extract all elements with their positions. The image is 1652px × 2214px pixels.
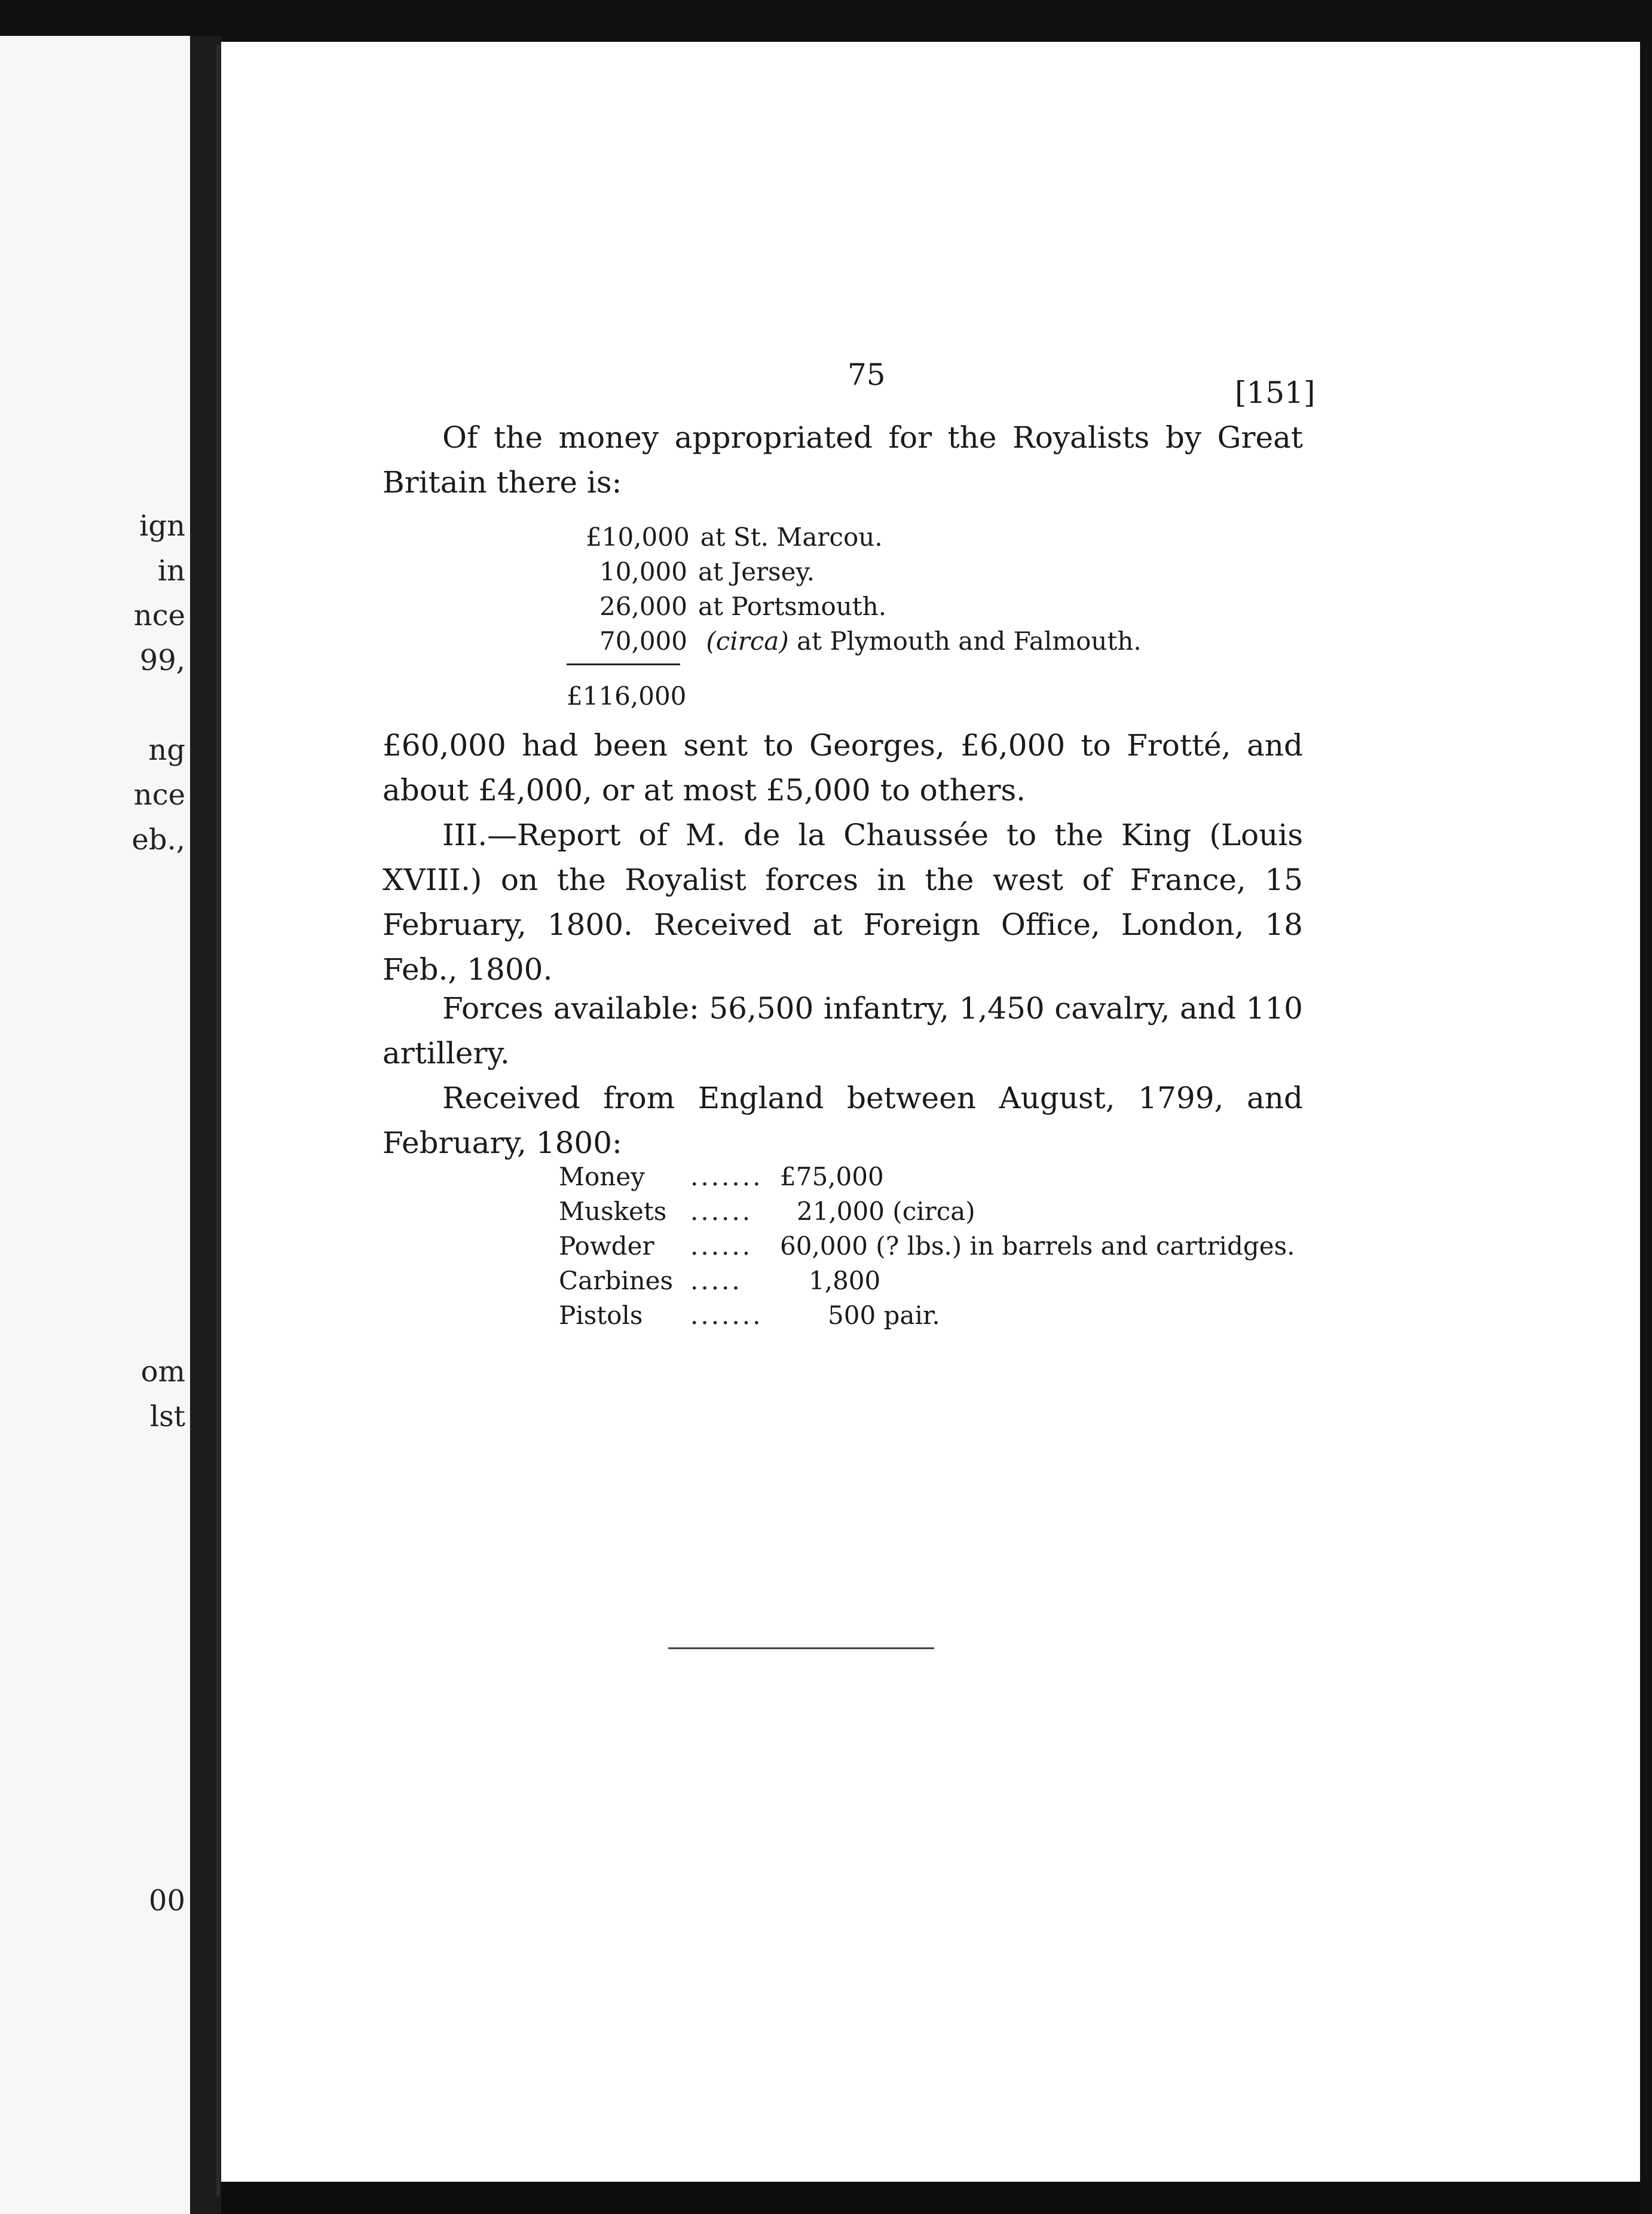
scan-bottom-border xyxy=(221,2182,1652,2214)
appropriations-list xyxy=(586,520,1142,659)
facing-page-fragment: lst xyxy=(149,1400,185,1433)
leader-dots: ....... xyxy=(690,1162,763,1191)
supply-row xyxy=(559,1229,1295,1264)
supply-row xyxy=(559,1264,1295,1298)
appropriation-amount: £10,000 xyxy=(586,522,690,552)
facing-page-fragment: 00 xyxy=(148,1884,185,1918)
supply-quantity: 60,000 (? lbs.) in barrels and cartridges. xyxy=(780,1231,1295,1261)
facing-page-fragment: in xyxy=(157,554,185,588)
appropriation-place: at Portsmouth. xyxy=(698,592,887,621)
appropriations-total: £116,000 xyxy=(567,681,687,711)
section-end-rule xyxy=(668,1647,934,1649)
appropriation-row xyxy=(586,520,1142,555)
supply-item: Muskets xyxy=(559,1197,667,1226)
facing-page-fragment: ign xyxy=(139,509,185,543)
supply-item: Carbines xyxy=(559,1266,674,1295)
appropriation-amount: 26,000 xyxy=(599,592,687,621)
leader-dots: ..... xyxy=(690,1266,742,1295)
report-paragraph: III.—Report of M. de la Chaussée to the King (Louis XVIII.) on the Royalist forces in the west of France, 15 February, 1800. Received at Foreign Office, London, 18 Feb., 1800. xyxy=(383,818,1303,987)
supply-item: Pistols xyxy=(559,1301,643,1330)
facing-page-fragment: nce xyxy=(133,778,185,812)
appropriation-place: at Jersey. xyxy=(698,557,815,586)
supply-item: Powder xyxy=(559,1231,654,1261)
appropriation-row xyxy=(586,624,1142,659)
leader-dots: ...... xyxy=(690,1197,753,1226)
received-paragraph: Received from England between August, 1799, and February, 1800: xyxy=(383,1081,1303,1160)
leader-dots: ....... xyxy=(690,1301,763,1330)
supply-item: Money xyxy=(559,1162,645,1191)
appropriation-amount: 10,000 xyxy=(599,557,687,586)
appropriation-row xyxy=(586,555,1142,589)
section-mark: [151] xyxy=(1235,375,1316,410)
supply-quantity: 500 pair. xyxy=(828,1301,940,1330)
spine-line xyxy=(216,45,220,2197)
appropriation-amount: 70,000 xyxy=(599,626,687,656)
supply-quantity: £75,000 xyxy=(780,1162,884,1191)
appropriation-place: at St. Marcou. xyxy=(700,522,883,552)
forces-paragraph: Forces available: 56,500 infantry, 1,450 cavalry, and 110 artillery. xyxy=(383,991,1303,1071)
appropriation-qualifier: (circa) xyxy=(706,626,789,656)
scan-right-border xyxy=(1640,42,1652,2214)
disbursement-paragraph: £60,000 had been sent to Georges, £6,000 to Frotté, and about £4,000, or at most £5,000 to others. xyxy=(383,728,1303,808)
facing-page-fragment: nce xyxy=(133,599,185,632)
appropriation-row xyxy=(586,589,1142,624)
page-number: 75 xyxy=(848,357,886,392)
facing-page-fragment: om xyxy=(140,1355,185,1389)
supply-row xyxy=(559,1160,1295,1194)
sum-rule xyxy=(567,663,680,665)
facing-page-fragment: 99, xyxy=(139,644,185,677)
supply-quantity: 21,000 (circa) xyxy=(797,1197,975,1226)
supply-row xyxy=(559,1298,1295,1333)
supply-quantity: 1,800 xyxy=(809,1266,881,1295)
facing-page-fragment: ng xyxy=(148,733,185,767)
supplies-table xyxy=(559,1160,1295,1333)
intro-paragraph: Of the money appropriated for the Royalists by Great Britain there is: xyxy=(383,420,1303,500)
facing-page-edge xyxy=(0,36,190,2214)
facing-page-fragment: eb., xyxy=(131,823,185,857)
appropriation-place: at Plymouth and Falmouth. xyxy=(797,626,1142,656)
supply-row xyxy=(559,1194,1295,1229)
leader-dots: ...... xyxy=(690,1231,753,1261)
